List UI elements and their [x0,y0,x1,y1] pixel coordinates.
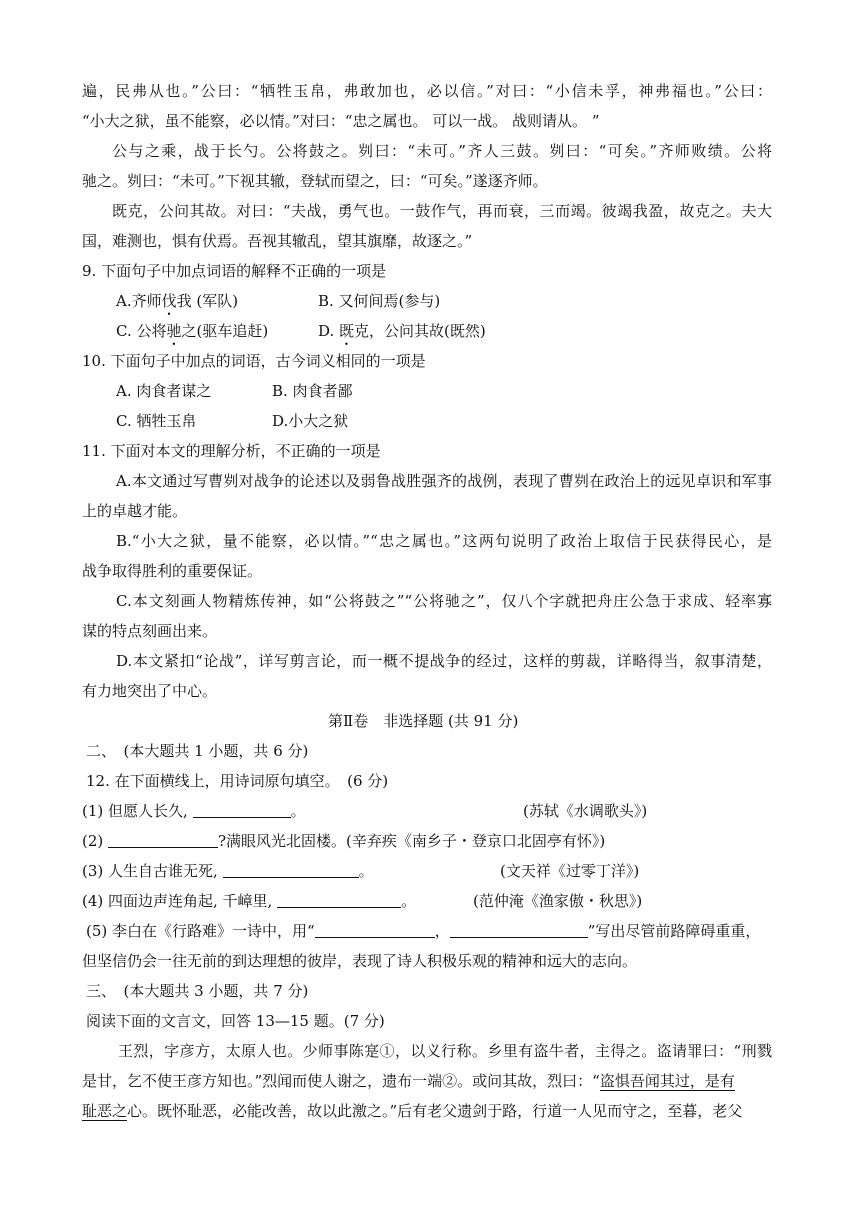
item-text: (3) 人生自古谁无死, [82,862,223,880]
classical-text-line [82,1096,742,1126]
underlined-sentence: 耻恶之 [82,1102,128,1120]
item-text: (1) 但愿人长久, [82,802,193,820]
q11-option-a-cont: 上的卓越才能。 [82,502,188,520]
text-segment: 心。既怀耻恶，必能改善，故以此激之。”后有老父遗剑于路，行道一人见而守之，至暮，老父 [127,1102,743,1120]
fill-item-4-source: (范仲淹《渔家傲・秋思》) [473,892,643,910]
passage-line: 国，难测也，惧有伏焉。吾视其辙乱，望其旗靡，故逐之。” [82,232,473,250]
q11-option-b-cont: 战争取得胜利的重要保证。 [82,562,263,580]
q9-option-d[interactable] [318,316,486,349]
q10-option-a[interactable]: A. 肉食者谋之 [116,382,212,400]
q10-option-b[interactable]: B. 肉食者鄙 [272,382,353,400]
fill-item-4 [82,886,416,916]
q11-option-d-cont: 有力地突出了中心。 [82,682,218,700]
q10-option-c[interactable]: C. 牺牲玉帛 [116,412,197,430]
item-text: (5) 李白在《行路难》一诗中，用“ [86,922,315,940]
option-text: C. 公将 [116,322,167,340]
answer-blank[interactable] [450,921,588,938]
item-text: ”写出尽管前路障碍重重， [587,922,761,940]
passage-line: 驰之。刿曰：“未可。”下视其辙，登轼而望之，曰：“可矣。”遂逐齐师。 [82,172,548,190]
passage-line: 既克，公问其故。对曰：“夫战，勇气也。一鼓作气，再而衰，三而竭。彼竭我盈，故克之。夫大 [112,202,772,220]
answer-blank[interactable] [108,831,218,848]
fill-item-3 [82,856,374,886]
text-segment: 是甘，乞不使王彦方知也。”烈闻而使人谢之，遗布一端②。或问其故，烈曰：“ [82,1072,600,1090]
option-text: 克，公问其故(既然) [354,322,486,340]
dotted-word: 伐 [161,292,177,310]
section-2-title: 第Ⅱ卷 非选择题 (共 91 分) [328,712,519,730]
classical-text-line [82,1066,735,1096]
item-text: ， [434,922,450,940]
passage-line: 公与之乘，战于长勺。公将鼓之。刿曰：“未可。”齐人三鼓。刿曰：“可矣。”齐师败绩。公将 [112,142,772,160]
option-text: D. [318,322,340,340]
q11-option-c[interactable]: C.本文刻画人物精炼传神，如“公将鼓之”“公将驰之”，仅八个字就把舟庄公急于求成、轻率寡 [116,592,772,610]
fill-item-3-source: (文天祥《过零丁洋》) [500,862,640,880]
section-2-header: 二、 (本大题共 1 小题，共 6 分) [86,742,309,760]
q9-option-b[interactable]: B. 又何间焉(参与) [318,292,441,310]
q11-option-d[interactable]: D.本文紧扣“论战”，详写剪言论，而一概不提战争的经过，这样的剪裁，详略得当，叙事清楚， [116,652,772,670]
q9-option-c[interactable] [116,316,268,349]
question-11-stem: 11. 下面对本文的理解分析，不正确的一项是 [82,442,381,460]
answer-blank[interactable] [223,861,359,878]
section-3-intro: 阅读下面的文言文，回答 13—15 题。(7 分) [86,1012,385,1030]
item-text: (2) [82,832,109,850]
passage-line: 遍，民弗从也。”公曰：“牺牲玉帛，弗敢加也，必以信。”对曰：“小信未孚，神弗福也。”公曰： [82,82,772,100]
option-text: 之(驱车追赶) [181,322,269,340]
dotted-word: 既 [339,322,355,340]
answer-blank[interactable] [315,921,435,938]
item-text: (4) 四面边声连角起, 千嶂里, [82,892,278,910]
item-text: ?满眼风光北固楼。(辛弃疾《南乡子・登京口北固亭有怀》) [218,832,606,850]
fill-item-2 [82,826,605,856]
q11-option-a[interactable]: A.本文通过写曹刿对战争的论述以及弱鲁战胜强齐的战例，表现了曹刿在政治上的远见卓识和军事 [116,472,772,490]
fill-item-1-source: (苏轼《水调歌头》) [523,802,648,820]
section-3-header: 三、 (本大题共 3 小题，共 7 分) [86,982,309,1000]
answer-blank[interactable] [277,891,401,908]
q11-option-b[interactable]: B.“小大之狱，量不能察，必以情。”“忠之属也。”这两句说明了政治上取信于民获得民心，是 [116,532,772,550]
answer-blank[interactable] [193,801,291,818]
item-text: 。 [358,862,374,880]
passage-line: “小大之狱，虽不能察，必以情。”对曰：“忠之属也。 可以一战。 战则请从。 ” [82,112,600,130]
question-12-stem: 12. 在下面横线上，用诗词原句填空。 (6 分) [86,772,389,790]
q11-option-c-cont: 谋的特点刻画出来。 [82,622,218,640]
underlined-sentence: 盗惧吾闻其过，是有 [599,1072,735,1090]
q9-option-a[interactable] [116,286,238,319]
fill-item-5 [86,916,760,946]
item-text: 。 [290,802,306,820]
question-9-stem: 9. 下面句子中加点词语的解释不正确的一项是 [82,262,387,280]
fill-item-5-cont: 但坚信仍会一往无前的到达理想的彼岸，表现了诗人积极乐观的精神和远大的志向。 [82,952,638,970]
q10-option-d[interactable]: D.小大之狱 [272,412,349,430]
question-10-stem: 10. 下面句子中加点的词语，古今词义相同的一项是 [82,352,426,370]
item-text: 。 [401,892,417,910]
classical-text-line: 王烈，字彦方，太原人也。少师事陈寔①，以义行称。乡里有盗牛者，主得之。盗请罪曰：“刑戮 [118,1042,772,1060]
option-text: A.齐师 [116,292,162,310]
option-text: 我 (军队) [176,292,239,310]
dotted-word: 驰 [166,322,182,340]
fill-item-1 [82,796,306,826]
